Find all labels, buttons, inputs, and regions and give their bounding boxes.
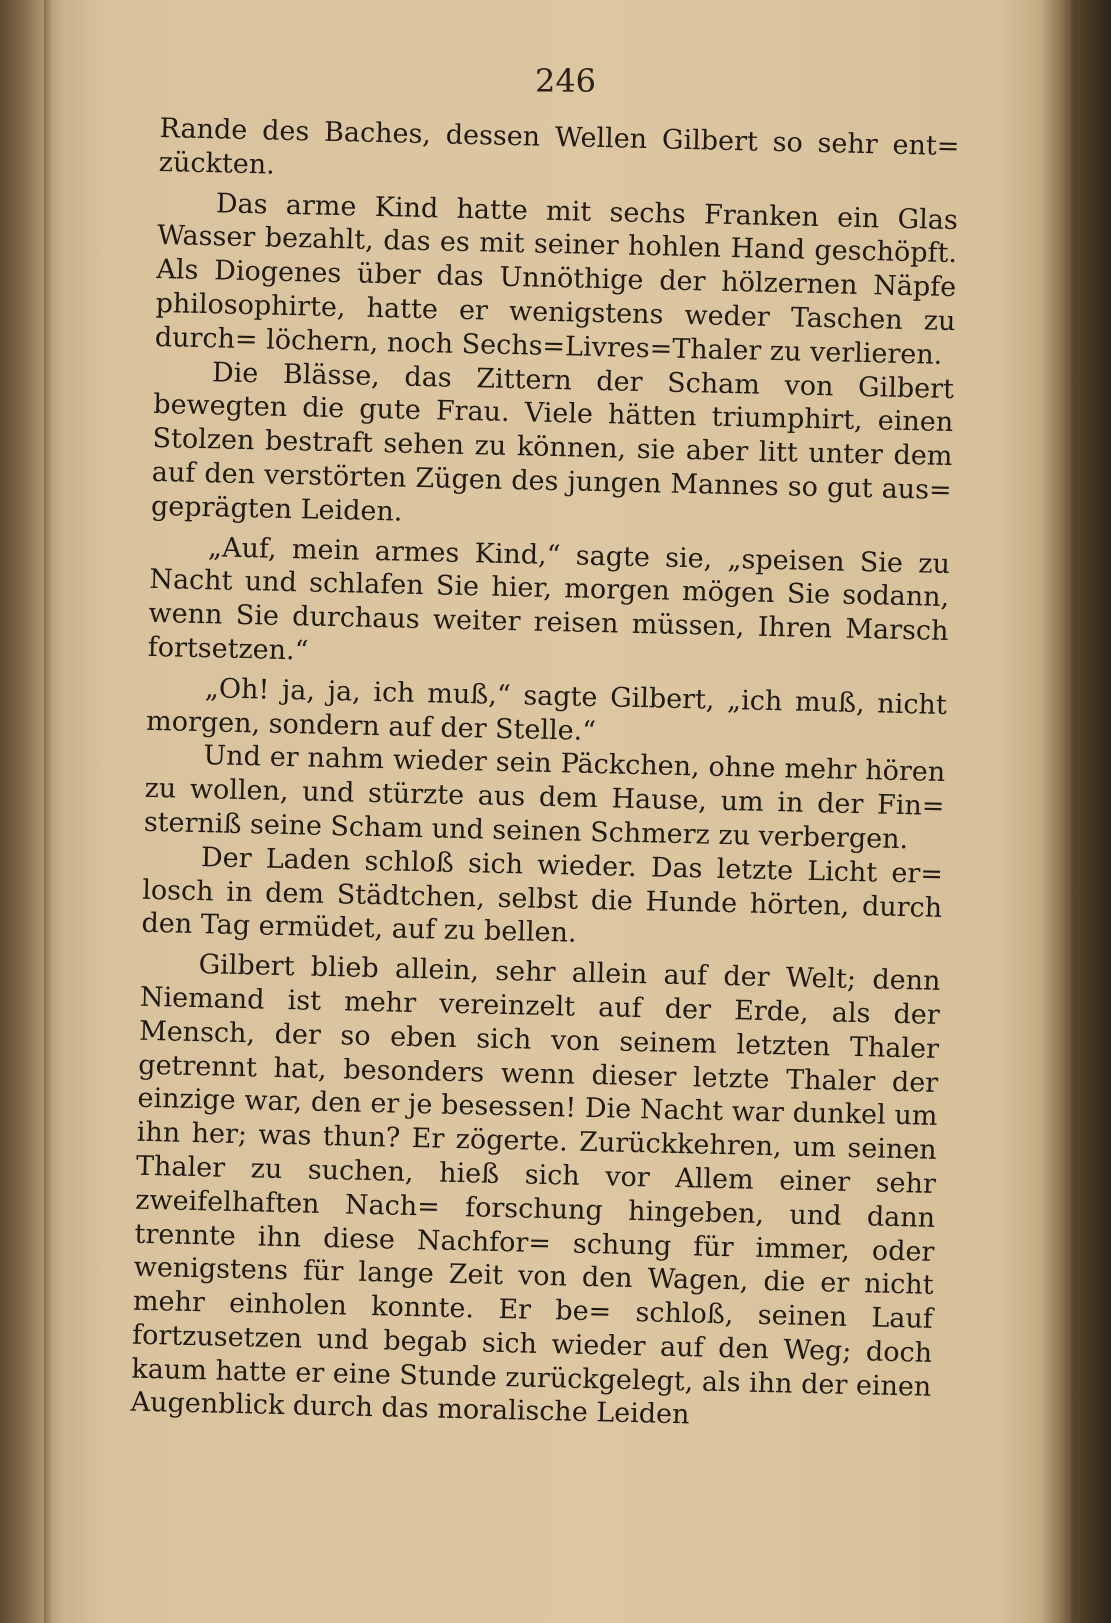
paragraph: Rande des Baches, dessen Wellen Gilbert so sehr ent= zückten. <box>158 112 960 181</box>
paragraph: Der Laden schloß sich wieder. Das letzte Licht er= losch in dem Städtchen, selbst die Hunde hörten, durch den Tag ermüdet, auf zu bellen. <box>141 841 944 949</box>
page-number: 246 <box>534 62 597 100</box>
paragraph: Und er nahm wieder sein Päckchen, ohne mehr hören zu wollen, und stürzte aus dem Hause, um in der Fin= sterniß seine Scham und seinen Schmerz zu verbergen. <box>143 740 946 856</box>
body-text <box>130 112 959 1438</box>
page-edge <box>1071 0 1077 1623</box>
paragraph: Gilbert blieb allein, sehr allein auf der Welt; denn Niemand ist mehr vereinzelt auf der Erde, als der Mensch, der so eben sich von seinem letzten Thaler getrennt hat, besonders wenn dieser letzte Thaler der einzige war, den er je besessen! Die Nacht war dunkel um ihn her; was thun? Er zögerte. Zurückkehren, um seinen Thaler zu suchen, hieß sich vor Allem einer sehr zweifelhaften Nach= forschung hingeben, und dann trennte ihn diese Nachfor= schung für immer, oder wenigstens für lange Zeit von den Wagen, die er nicht mehr einholen konnte. Er be= schloß, seinen Lauf fortzusetzen und begab sich wieder auf den Weg; doch kaum hatte er eine Stunde zurückgelegt, als ihn der einen Augenblick durch das moralische Leiden <box>130 949 941 1431</box>
paragraph: Die Blässe, das Zittern der Scham von Gilbert bewegten die gute Frau. Viele hätten triumphirt, einen Stolzen bestraft sehen zu können, sie aber litt unter dem auf den verstörten Zügen des jungen Mannes so gut aus= geprägten Leiden. <box>150 356 955 528</box>
binding-shadow <box>44 0 52 1623</box>
paragraph: Das arme Kind hatte mit sechs Franken ein Glas Wasser bezahlt, das es mit seiner hohlen Hand geschöpft. Als Diogenes über das Unnöthige der hölzernen Näpfe philosophirte, hatte er wenigstens weder Taschen zu durch= löchern, noch Sechs=Livres=Thaler zu verlieren. <box>154 187 959 371</box>
paragraph: „Auf, mein armes Kind,“ sagte sie, „speisen Sie zu Nacht und schlafen Sie hier, morgen mögen Sie sodann, wenn Sie durchaus weiter reisen müssen, Ihren Marsch fortsetzen.“ <box>147 531 951 667</box>
paragraph: „Oh! ja, ja, ich muß,“ sagte Gilbert, „ich muß, nicht morgen, sondern auf der Stelle.“ <box>145 672 948 747</box>
